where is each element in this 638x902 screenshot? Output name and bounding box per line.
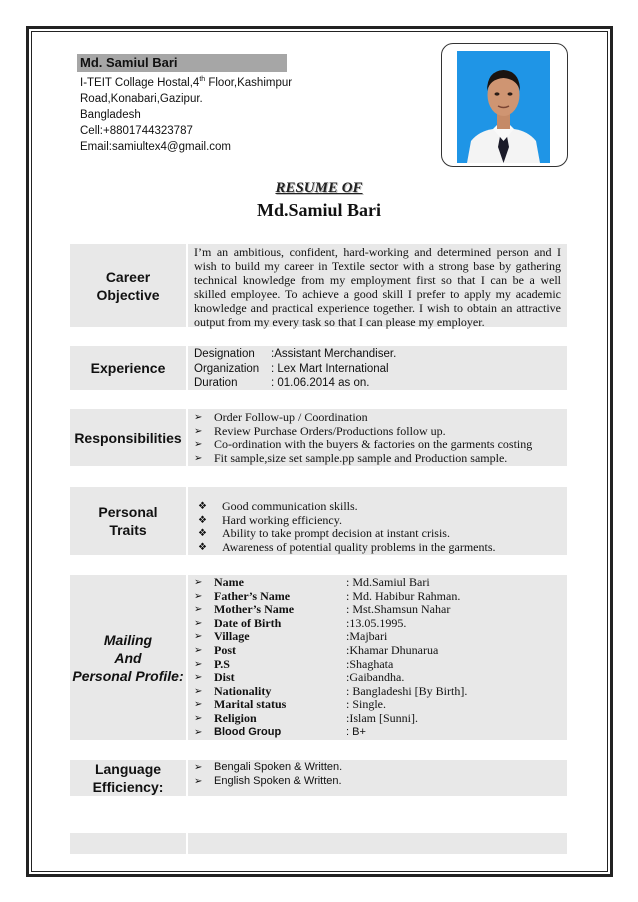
personal-profile-label: Mailing And Personal Profile: [70,575,188,740]
resume-name-heading: Md.Samiul Bari [256,200,381,220]
profile-row: ➢ Nationality : Bangladeshi [By Birth]. [194,683,468,698]
profile-row: ➢ Blood Group : B+ [194,725,366,738]
diamond-bullet-icon: ❖ [198,541,207,553]
arrow-bullet-icon: ➢ [194,577,203,588]
arrow-bullet-icon: ➢ [194,685,203,697]
arrow-bullet-icon: ➢ [194,699,203,711]
list-item: ❖ Hard working efficiency. [198,512,342,527]
experience-row: Organization : Lex Mart International [194,362,389,375]
personal-traits-label: Personal Traits [70,487,188,555]
profile-row: ➢ P.S :Shaghata [194,656,394,671]
address-line-3: Bangladesh [80,108,141,121]
section-language [70,760,567,796]
cell-number: Cell:+8801744323787 [80,124,193,137]
section-personal-profile [70,575,567,740]
email-address: Email:samiultex4@gmail.com [80,140,231,153]
list-item: ➢ Fit sample,size set sample.pp sample and Production sample. [194,450,508,465]
language-label: Language Efficiency: [70,760,188,796]
arrow-bullet-icon: ➢ [194,631,203,643]
profile-row: ➢ Post :Khamar Dhunarua [194,642,439,657]
diamond-bullet-icon: ❖ [198,528,207,540]
profile-row: ➢ Dist :Gaibandha. [194,670,405,685]
arrow-bullet-icon: ➢ [194,412,203,423]
resume-title-block [70,180,568,221]
empty-label-cell [70,833,188,854]
list-item: ➢ Order Follow-up / Coordination [194,410,368,424]
diamond-bullet-icon: ❖ [198,514,207,526]
experience-details [188,346,567,390]
profile-photo [457,51,550,163]
arrow-bullet-icon: ➢ [194,452,203,464]
address-line-2: Road,Konabari,Gazipur. [80,92,203,105]
profile-row: ➢ Father’s Name : Md. Habibur Rahman. [194,588,461,603]
arrow-bullet-icon: ➢ [194,590,203,602]
profile-row: ➢ Religion :Islam [Sunni]. [194,710,418,725]
arrow-bullet-icon: ➢ [194,439,203,451]
list-item: ➢ Bengali Spoken & Written. [194,761,343,773]
personal-traits-list [188,487,567,555]
portrait-icon [457,51,550,163]
contact-header [77,54,377,155]
arrow-bullet-icon: ➢ [194,726,203,738]
arrow-bullet-icon: ➢ [194,617,203,629]
profile-row: ➢ Name : Md.Samiul Bari [194,575,430,589]
address-line-1: I-TEIT Collage Hostal,4th Floor,Kashimpur [80,76,293,89]
responsibilities-label: Responsibilities [70,409,188,466]
responsibilities-list [188,409,567,466]
section-personal-traits [70,487,567,555]
section-responsibilities [70,409,567,466]
arrow-bullet-icon: ➢ [194,762,203,773]
profile-row: ➢ Mother’s Name : Mst.Shamsun Nahar [194,602,451,617]
header-name: Md. Samiul Bari [77,54,287,72]
personal-profile-list [188,575,567,740]
arrow-bullet-icon: ➢ [194,604,203,616]
arrow-bullet-icon: ➢ [194,658,203,670]
career-objective-text: I’m an ambitious, confident, hard-working and determined person and I wish to build my career in Textile sector with a strong base by gathering technical knowledge from my employment first so that I can be a well skilled employee. To achieve a good skill I prefer to apply my academic knowledge and practical experience together. I wish to obtain an attractive output from my every task so that I can please my employer. [194,245,561,329]
diamond-bullet-icon: ❖ [198,501,207,512]
list-item: ➢ Review Purchase Orders/Productions follow up. [194,423,446,438]
profile-row: ➢ Date of Birth :13.05.1995. [194,615,407,630]
experience-row: Designation :Assistant Merchandiser. [194,348,397,360]
list-item: ❖ Good communication skills. [198,499,358,513]
language-list [188,760,567,796]
profile-row: ➢ Marital status : Single. [194,697,387,712]
arrow-bullet-icon: ➢ [194,775,203,787]
career-objective-label: Career Objective [70,244,188,327]
experience-label: Experience [70,346,188,390]
list-item: ❖ Awareness of potential quality problems in the garments. [198,539,496,554]
list-item: ➢ Co-ordination with the buyers & factories on the garments costing [194,437,533,452]
list-item: ❖ Ability to take prompt decision at instant crisis. [198,526,450,541]
profile-row: ➢ Village :Majbari [194,629,388,644]
arrow-bullet-icon: ➢ [194,425,203,437]
section-career-objective [70,244,567,327]
experience-row: Duration : 01.06.2014 as on. [194,377,370,389]
arrow-bullet-icon: ➢ [194,672,203,684]
section-experience [70,346,567,390]
resume-of-heading: RESUME OF [275,180,363,196]
arrow-bullet-icon: ➢ [194,712,203,724]
arrow-bullet-icon: ➢ [194,644,203,656]
empty-table-row [70,833,567,854]
list-item: ➢ English Spoken & Written. [194,774,342,787]
